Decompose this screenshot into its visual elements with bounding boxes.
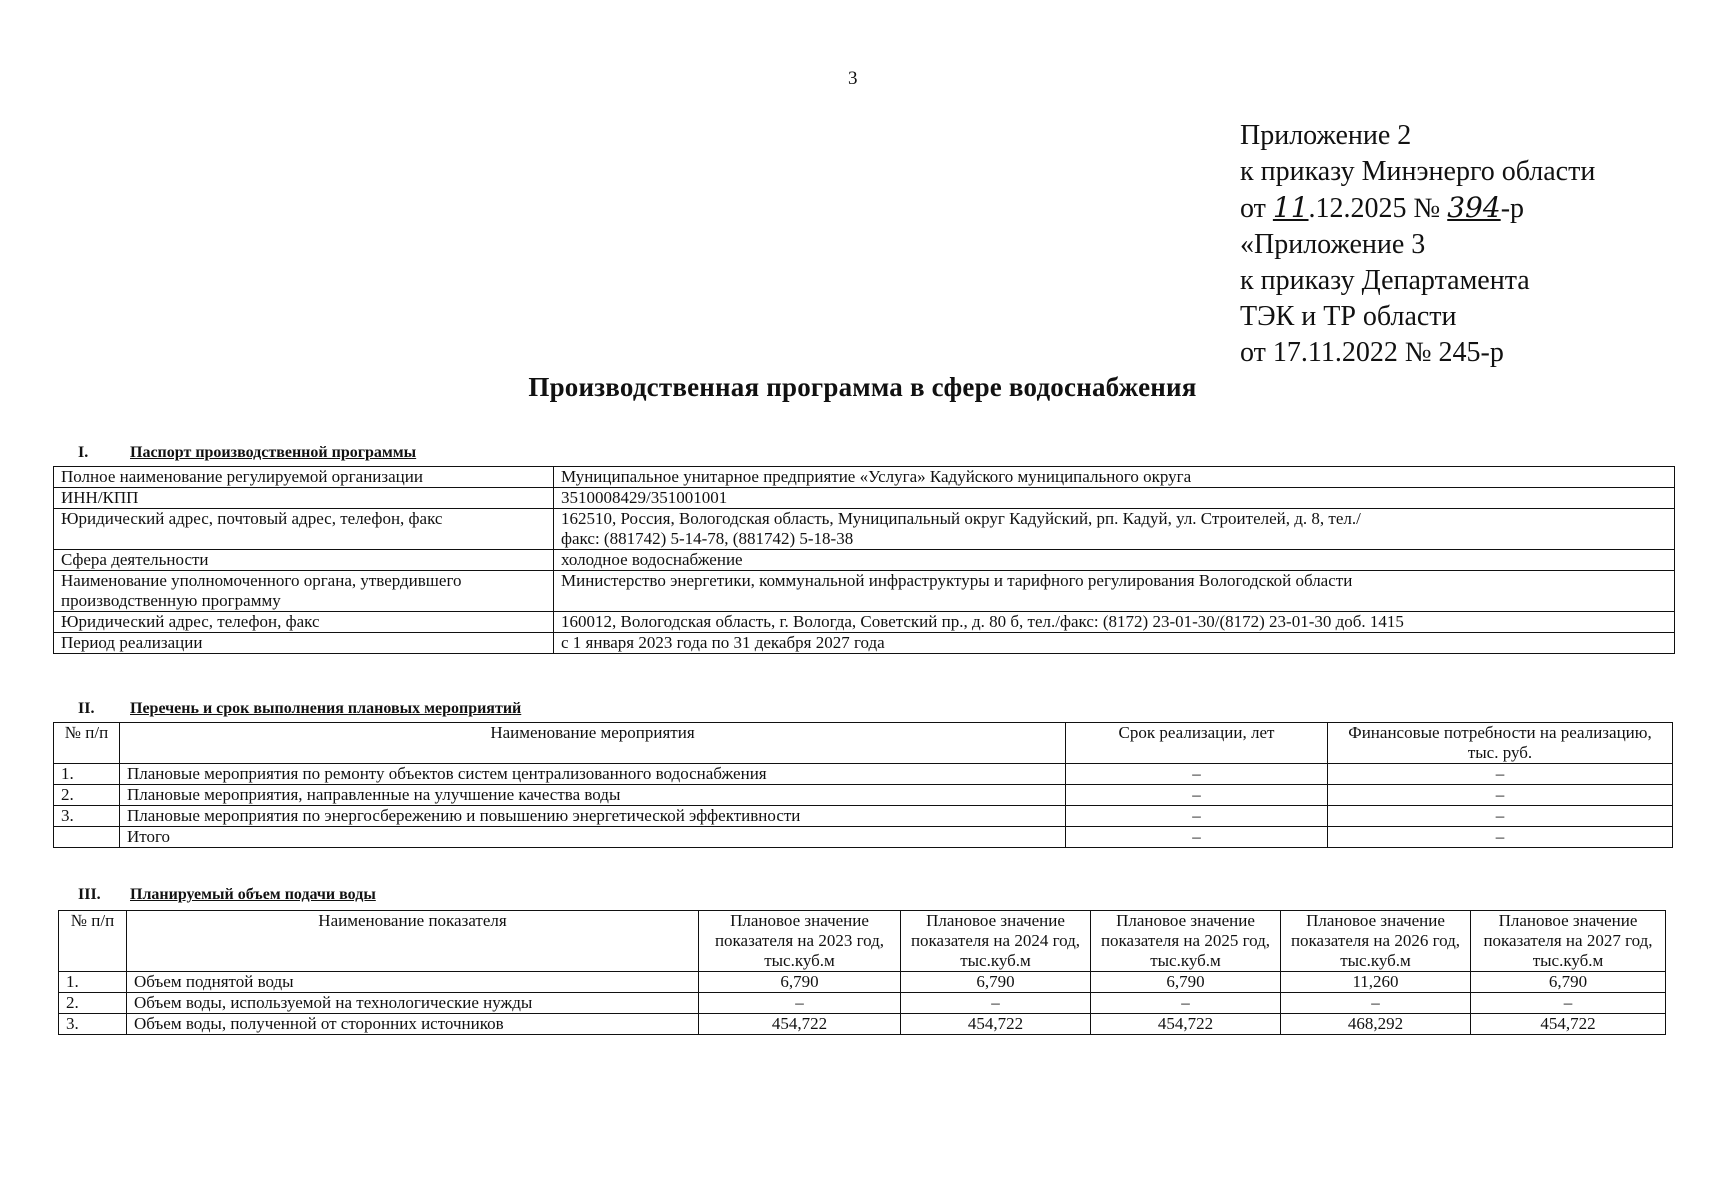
table-row <box>54 806 1673 827</box>
table-row <box>54 612 1675 633</box>
header-cell: Наименование показателя <box>127 911 699 972</box>
table-cell: – <box>1066 827 1328 848</box>
table-cell: – <box>1328 785 1673 806</box>
table-cell: – <box>1328 764 1673 785</box>
header-cell: Плановое значение показателя на 2027 год, тыс.куб.м <box>1471 911 1666 972</box>
section-title: Планируемый объем подачи воды <box>130 886 376 903</box>
table-row <box>59 972 1666 993</box>
table-cell: 162510, Россия, Вологодская область, Муниципальный округ Кадуйский, рп. Кадуй, ул. Строителей, д. 8, тел./факс: (881742) 5-14-78, (881742) 5-18-38 <box>554 509 1675 550</box>
table-row <box>54 571 1675 612</box>
table-cell: Юридический адрес, почтовый адрес, телефон, факс <box>54 509 554 550</box>
handwritten-day: 11 <box>1272 191 1309 224</box>
table-cell: Период реализации <box>54 633 554 654</box>
table-cell: холодное водоснабжение <box>554 550 1675 571</box>
header-cell: Плановое значение показателя на 2023 год, тыс.куб.м <box>699 911 901 972</box>
header-cell: Плановое значение показателя на 2025 год, тыс.куб.м <box>1091 911 1281 972</box>
section-number: II. <box>78 700 95 717</box>
table-cell: ИНН/КПП <box>54 488 554 509</box>
table-header-row <box>59 911 1666 972</box>
table-cell: 6,790 <box>699 972 901 993</box>
table-cell: Плановые мероприятия, направленные на улучшение качества воды <box>120 785 1066 806</box>
activities-table <box>53 722 1673 848</box>
table-cell: Сфера деятельности <box>54 550 554 571</box>
table-cell: 454,722 <box>901 1014 1091 1035</box>
section-1-heading <box>78 444 416 462</box>
table-cell: – <box>1066 764 1328 785</box>
table-row <box>54 488 1675 509</box>
table-row <box>59 1014 1666 1035</box>
water-volume-table <box>58 910 1666 1035</box>
header-cell: Плановое значение показателя на 2024 год, тыс.куб.м <box>901 911 1091 972</box>
table-cell: 11,260 <box>1281 972 1471 993</box>
table-row <box>54 785 1673 806</box>
annex-date-rest: .12.2025 № <box>1308 193 1448 224</box>
table-cell: 6,790 <box>1091 972 1281 993</box>
header-cell: Финансовые потребности на реализацию, тыс. руб. <box>1328 723 1673 764</box>
table-header-row <box>54 723 1673 764</box>
table-cell: – <box>1328 806 1673 827</box>
table-cell: 1. <box>59 972 127 993</box>
table-cell: 3. <box>59 1014 127 1035</box>
annex-line: к приказу Минэнерго области <box>1240 156 1596 187</box>
table-cell: Плановые мероприятия по ремонту объектов систем централизованного водоснабжения <box>120 764 1066 785</box>
table-row <box>54 633 1675 654</box>
table-row <box>54 467 1675 488</box>
handwritten-order-number: 394 <box>1447 191 1501 224</box>
section-number: I. <box>78 444 89 461</box>
header-cell: Плановое значение показателя на 2026 год, тыс.куб.м <box>1281 911 1471 972</box>
section-title: Паспорт производственной программы <box>130 444 417 461</box>
table-cell: 454,722 <box>699 1014 901 1035</box>
table-cell: 454,722 <box>1091 1014 1281 1035</box>
table-row <box>59 993 1666 1014</box>
page-number: 3 <box>848 68 858 89</box>
table-cell: – <box>699 993 901 1014</box>
table-row <box>54 509 1675 550</box>
table-cell: Плановые мероприятия по энергосбережению и повышению энергетической эффективности <box>120 806 1066 827</box>
annex-block <box>1240 118 1595 371</box>
header-cell: № п/п <box>54 723 120 764</box>
section-number: III. <box>78 886 101 903</box>
table-cell: – <box>1471 993 1666 1014</box>
section-3-heading <box>78 886 376 904</box>
table-cell: Юридический адрес, телефон, факс <box>54 612 554 633</box>
section-2-heading <box>78 700 521 718</box>
table-cell: 3. <box>54 806 120 827</box>
annex-date-prefix: от <box>1240 193 1273 224</box>
table-cell <box>54 827 120 848</box>
annex-order-suffix: -р <box>1500 193 1525 224</box>
table-row <box>54 550 1675 571</box>
table-cell: 454,722 <box>1471 1014 1666 1035</box>
table-cell: – <box>1066 785 1328 806</box>
annex-line: ТЭК и ТР области <box>1240 301 1457 332</box>
table-row <box>54 764 1673 785</box>
table-cell: Министерство энергетики, коммунальной инфраструктуры и тарифного регулирования Вологодской области <box>554 571 1675 612</box>
table-cell: Итого <box>120 827 1066 848</box>
table-cell: – <box>901 993 1091 1014</box>
annex-date-line <box>1240 190 1595 227</box>
table-cell: – <box>1066 806 1328 827</box>
table-cell: Муниципальное унитарное предприятие «Услуга» Кадуйского муниципального округа <box>554 467 1675 488</box>
header-cell: Наименование мероприятия <box>120 723 1066 764</box>
section-title: Перечень и срок выполнения плановых мероприятий <box>130 700 522 717</box>
table-cell: Наименование уполномоченного органа, утвердившего производственную программу <box>54 571 554 612</box>
table-cell: 2. <box>54 785 120 806</box>
annex-line: к приказу Департамента <box>1240 265 1530 296</box>
table-cell: Полное наименование регулируемой организации <box>54 467 554 488</box>
passport-table <box>53 466 1675 654</box>
table-cell: Объем воды, полученной от сторонних источников <box>127 1014 699 1035</box>
annex-line: «Приложение 3 <box>1240 229 1426 260</box>
table-cell: 160012, Вологодская область, г. Вологда, Советский пр., д. 80 б, тел./факс: (8172) 23-01-30/(8172) 23-01-30 доб. 1415 <box>554 612 1675 633</box>
table-cell: – <box>1281 993 1471 1014</box>
table-cell: 1. <box>54 764 120 785</box>
table-cell: 3510008429/351001001 <box>554 488 1675 509</box>
table-cell: Объем поднятой воды <box>127 972 699 993</box>
table-cell: с 1 января 2023 года по 31 декабря 2027 года <box>554 633 1675 654</box>
table-cell: 2. <box>59 993 127 1014</box>
table-cell: – <box>1328 827 1673 848</box>
table-cell: – <box>1091 993 1281 1014</box>
annex-line: Приложение 2 <box>1240 120 1412 151</box>
header-cell: № п/п <box>59 911 127 972</box>
annex-line: от 17.11.2022 № 245-р <box>1240 337 1504 368</box>
table-row <box>54 827 1673 848</box>
table-cell: 6,790 <box>1471 972 1666 993</box>
table-cell: 468,292 <box>1281 1014 1471 1035</box>
table-cell: Объем воды, используемой на технологические нужды <box>127 993 699 1014</box>
header-cell: Срок реализации, лет <box>1066 723 1328 764</box>
table-cell: 6,790 <box>901 972 1091 993</box>
document-title: Производственная программа в сфере водоснабжения <box>528 372 1197 402</box>
